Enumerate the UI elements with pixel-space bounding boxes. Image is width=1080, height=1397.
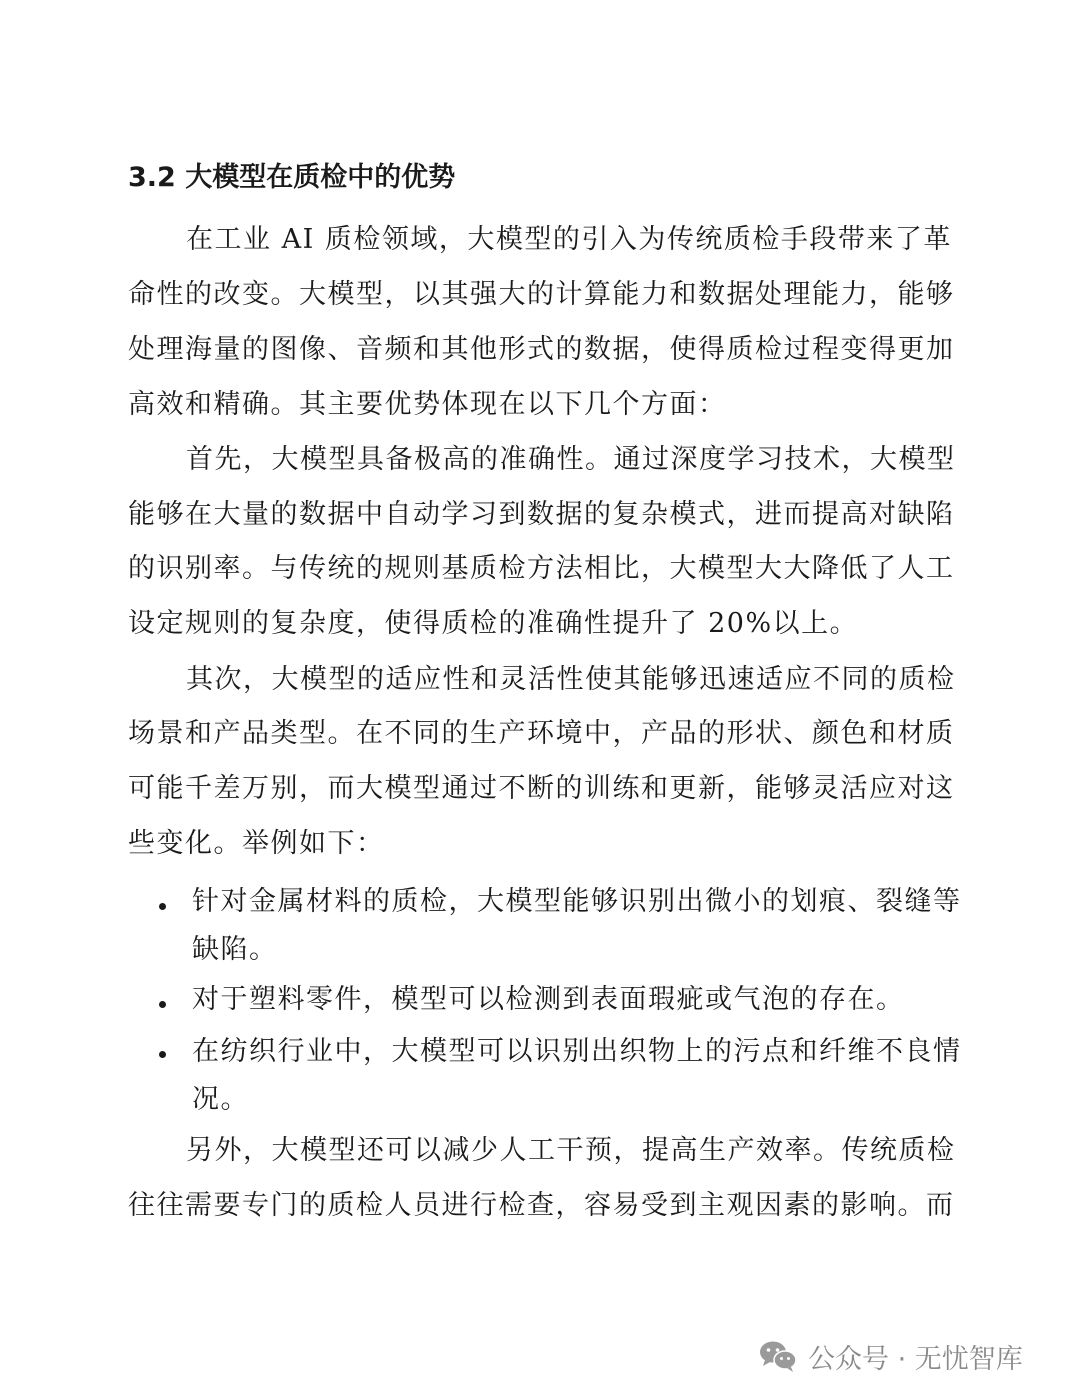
body-text-line: 些变化。举例如下：: [128, 828, 385, 859]
body-text-line: 高效和精确。其主要优势体现在以下几个方面：: [128, 389, 727, 420]
bullet-icon: [159, 1051, 166, 1058]
body-text-line: 的识别率。与传统的规则基质检方法相比，大模型大大降低了人工: [128, 553, 955, 584]
body-text-line: 处理海量的图像、音频和其他形式的数据，使得质检过程变得更加: [128, 334, 955, 365]
section-heading: 3.2 大模型在质检中的优势: [128, 162, 456, 193]
list-item-text: 况。: [192, 1084, 249, 1115]
body-text-line: 场景和产品类型。在不同的生产环境中，产品的形状、颜色和材质: [128, 718, 955, 749]
watermark-text: 公众号 · 无忧智库: [808, 1343, 1023, 1375]
body-text-line: 设定规则的复杂度，使得质检的准确性提升了 20%以上。: [128, 608, 859, 639]
body-text-line: 在工业 AI 质检领域，大模型的引入为传统质检手段带来了革: [186, 224, 952, 255]
body-text-line: 命性的改变。大模型，以其强大的计算能力和数据处理能力，能够: [128, 279, 955, 310]
watermark: [758, 1336, 1023, 1376]
bullet-icon: [159, 1001, 166, 1008]
body-text-line: 往往需要专门的质检人员进行检查，容易受到主观因素的影响。而: [128, 1190, 955, 1221]
list-item-text: 在纺织行业中，大模型可以识别出织物上的污点和纤维不良情: [192, 1036, 962, 1067]
body-text-line: 其次，大模型的适应性和灵活性使其能够迅速适应不同的质检: [186, 664, 956, 695]
body-text-line: 能够在大量的数据中自动学习到数据的复杂模式，进而提高对缺陷: [128, 499, 955, 530]
wechat-icon: [758, 1339, 798, 1373]
list-item-text: 针对金属材料的质检，大模型能够识别出微小的划痕、裂缝等: [192, 886, 962, 917]
body-text-line: 另外，大模型还可以减少人工干预，提高生产效率。传统质检: [186, 1135, 956, 1166]
body-text-line: 首先，大模型具备极高的准确性。通过深度学习技术，大模型: [186, 444, 956, 475]
body-text-line: 可能千差万别，而大模型通过不断的训练和更新，能够灵活应对这: [128, 773, 955, 804]
list-item-text: 缺陷。: [192, 934, 278, 965]
list-item-text: 对于塑料零件，模型可以检测到表面瑕疵或气泡的存在。: [192, 984, 905, 1015]
bullet-icon: [159, 903, 166, 910]
